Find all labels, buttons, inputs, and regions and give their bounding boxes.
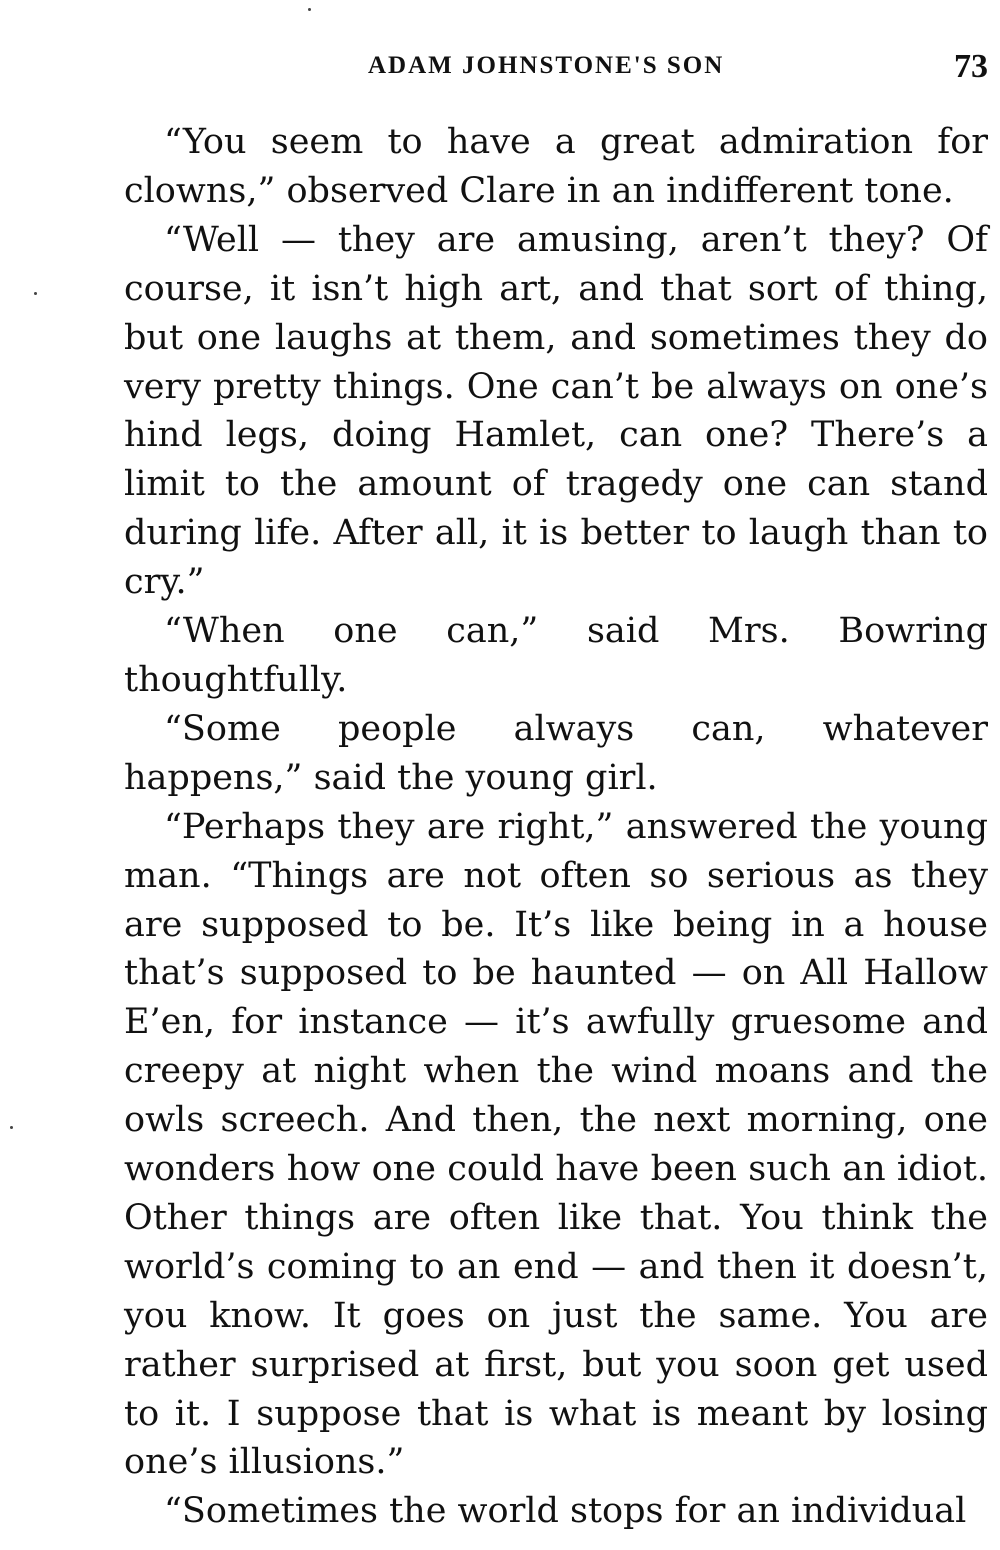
ink-speck	[34, 292, 37, 295]
page-body	[124, 118, 988, 1536]
ink-speck	[10, 1126, 13, 1129]
paragraph: “Well — they are amusing, aren’t they? Of course, it isn’t high art, and that sort of thing, but one laughs at them, and sometimes they do very pretty things. One can’t be always on one’s hind legs, doing Hamlet, can one? There’s a limit to the amount of tragedy one can stand during life. After all, it is better to laugh than to cry.”	[124, 219, 988, 603]
paragraph: “Perhaps they are right,” answered the young man. “Things are not often so serious as they are supposed to be. It’s like being in a house that’s supposed to be haunted — on All Hallow E’en, for instance — it’s awfully gruesome and creepy at night when the wind moans and the owls screech. And then, the next morning, one wonders how one could have been such an idiot. Other things are often like that. You think the world’s coming to an end — and then it doesn’t, you know. It goes on just the same. You are rather surprised at first, but you soon get used to it. I suppose that is what is meant by losing one’s illusions.”	[124, 806, 988, 1483]
page-number: 73	[954, 48, 988, 85]
running-header	[0, 48, 1000, 92]
running-title: ADAM JOHNSTONE'S SON	[368, 52, 725, 79]
paragraph: “Sometimes the world stops for an individual	[164, 1491, 967, 1532]
ink-speck	[308, 8, 311, 11]
paragraph: “Some people always can, whatever happens,” said the young girl.	[124, 708, 988, 798]
paragraph: “You seem to have a great admiration for clowns,” observed Clare in an indifferent tone.	[124, 122, 988, 211]
paragraph: “When one can,” said Mrs. Bowring thoughtfully.	[124, 611, 988, 700]
